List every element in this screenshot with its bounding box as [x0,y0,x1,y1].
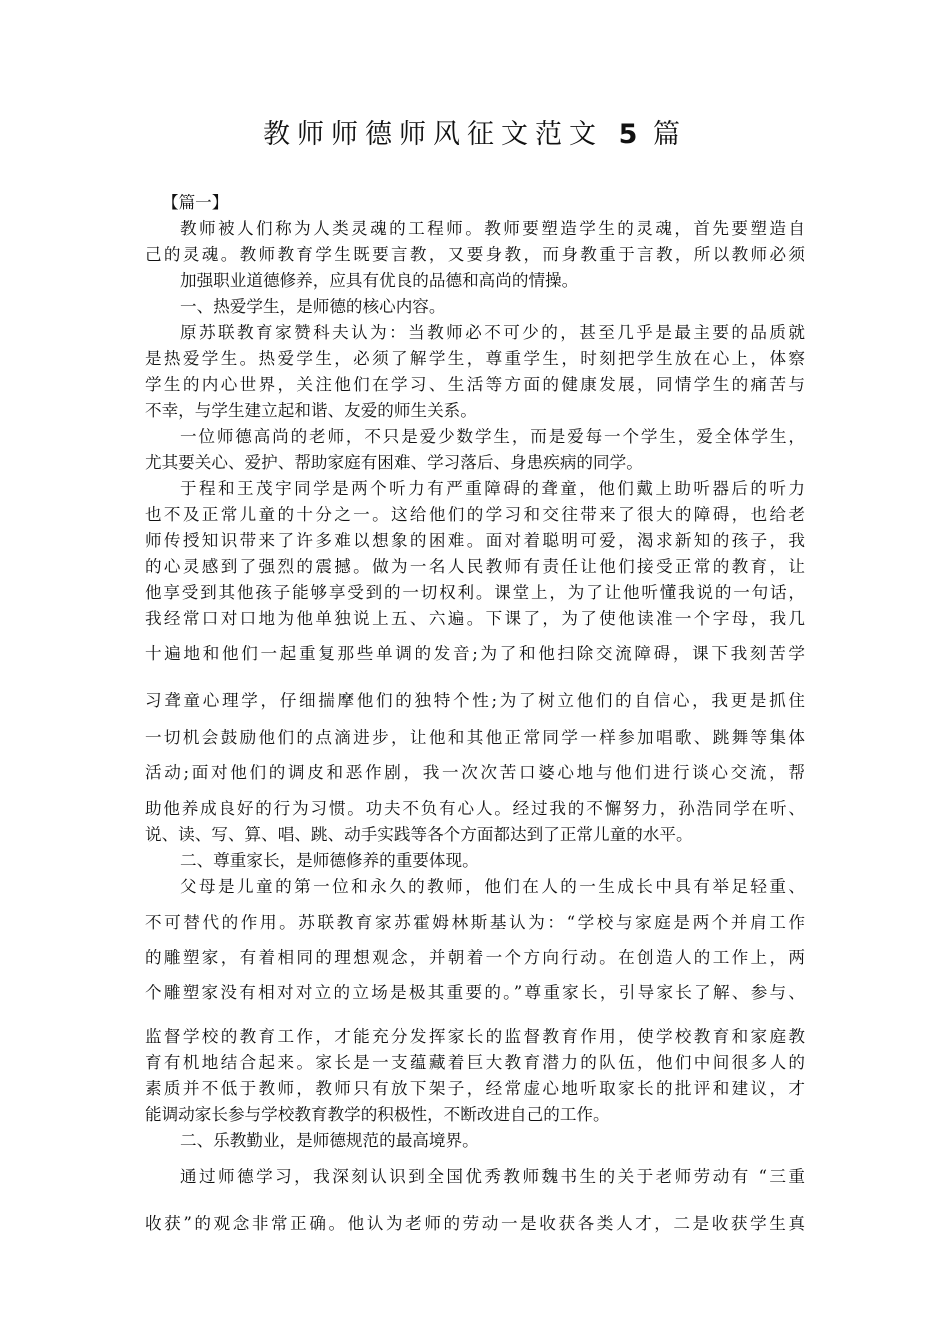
paragraph-line: 原苏联教育家赞科夫认为：当教师必不可少的，甚至几乎是最主要的品质就 [180,323,805,342]
paragraph-line: 师传授知识带来了许多难以想象的困难。面对着聪明可爱，渴求新知的孩子，我 [145,531,805,550]
paragraph-line: 加强职业道德修养，应具有优良的品德和高尚的情操。 [180,271,579,290]
paragraph-line: 也不及正常儿童的十分之一。这给他们的学习和交往带来了很大的障碍，也给老 [145,505,805,524]
paragraph-line: 的雕塑家，有着相同的理想观念，并朝着一个方向行动。在创造人的工作上，两 [145,948,805,967]
paragraph-line: 一切机会鼓励他们的点滴进步，让他和其他正常同学一样参加唱歌、跳舞等集体 [145,728,805,747]
paragraph-line: 不幸，与学生建立起和谐、友爱的师生关系。 [145,401,477,420]
paragraph-line: 他享受到其他孩子能够享受到的一切权利。课堂上，为了让他听懂我说的一句话， [145,583,805,602]
paragraph-line: 监督学校的教育工作，才能充分发挥家长的监督教育作用，使学校教育和家庭教 [145,1027,805,1046]
paragraph-line: 能调动家长参与学校教育教学的积极性，不断改进自己的工作。 [145,1105,610,1124]
paragraph-line: 个雕塑家没有相对对立的立场是极其重要的。”尊重家长，引导家长了解、参与、 [145,983,805,1002]
paragraph-line: 父母是儿童的第一位和永久的教师，他们在人的一生成长中具有举足轻重、 [180,877,805,896]
paragraph-line: 通过师德学习，我深刻认识到全国优秀教师魏书生的关于老师劳动有 “三重 [180,1167,805,1186]
title-text: 教师师德师风征文范文 [263,119,603,150]
paragraph-line: 一位师德高尚的老师，不只是爱少数学生，而是爱每一个学生，爱全体学生， [180,427,805,446]
title-suffix: 篇 [652,119,687,150]
paragraph-line: 育有机地结合起来。家长是一支蕴藏着巨大教育潜力的队伍，他们中间很多人的 [145,1053,805,1072]
paragraph-line: 尤其要关心、爱护、帮助家庭有困难、学习落后、身患疾病的同学。 [145,453,643,472]
paragraph-line: 素质并不低于教师，教师只有放下架子，经常虚心地听取家长的批评和建议，才 [145,1079,805,1098]
paragraph-line: 习聋童心理学，仔细揣摩他们的独特个性;为了树立他们的自信心，我更是抓住 [145,691,805,710]
title-number: 5 [618,119,638,150]
paragraph-line: 教师被人们称为人类灵魂的工程师。教师要塑造学生的灵魂，首先要塑造自 [180,219,805,238]
document-title [0,112,950,151]
subheading: 一、热爱学生，是师德的核心内容。 [180,297,446,316]
paragraph-line: 十遍地和他们一起重复那些单调的发音;为了和他扫除交流障碍，课下我刻苦学 [145,644,805,663]
paragraph-line: 是热爱学生。热爱学生，必须了解学生，尊重学生，时刻把学生放在心上，体察 [145,349,805,368]
paragraph-line: 己的灵魂。教师教育学生既要言教，又要身教，而身教重于言教，所以教师必须 [145,245,805,264]
paragraph-line: 的心灵感到了强烈的震撼。做为一名人民教师有责任让他们接受正常的教育，让 [145,557,805,576]
subheading: 二、尊重家长，是师德修养的重要体现。 [180,851,479,870]
subheading: 二、乐教勤业，是师德规范的最高境界。 [180,1131,479,1150]
section-heading: 【篇一】 [162,193,229,212]
paragraph-line: 活动;面对他们的调皮和恶作剧，我一次次苦口婆心地与他们进行谈心交流，帮 [145,763,805,782]
paragraph-line: 说、读、写、算、唱、跳、动手实践等各个方面都达到了正常儿童的水平。 [145,825,693,844]
paragraph-line: 我经常口对口地为他单独说上五、六遍。下课了，为了使他读准一个字母，我几 [145,609,805,628]
paragraph-line: 不可替代的作用。苏联教育家苏霍姆林斯基认为：“学校与家庭是两个并肩工作 [145,913,805,932]
paragraph-line: 收获”的观念非常正确。他认为老师的劳动一是收获各类人才，二是收获学生真 [145,1214,805,1233]
paragraph-line: 学生的内心世界，关注他们在学习、生活等方面的健康发展，同情学生的痛苦与 [145,375,805,394]
paragraph-line: 助他养成良好的行为习惯。功夫不负有心人。经过我的不懈努力，孙浩同学在听、 [145,799,805,818]
paragraph-line: 于程和王茂宇同学是两个听力有严重障碍的聋童，他们戴上助听器后的听力 [180,479,805,498]
